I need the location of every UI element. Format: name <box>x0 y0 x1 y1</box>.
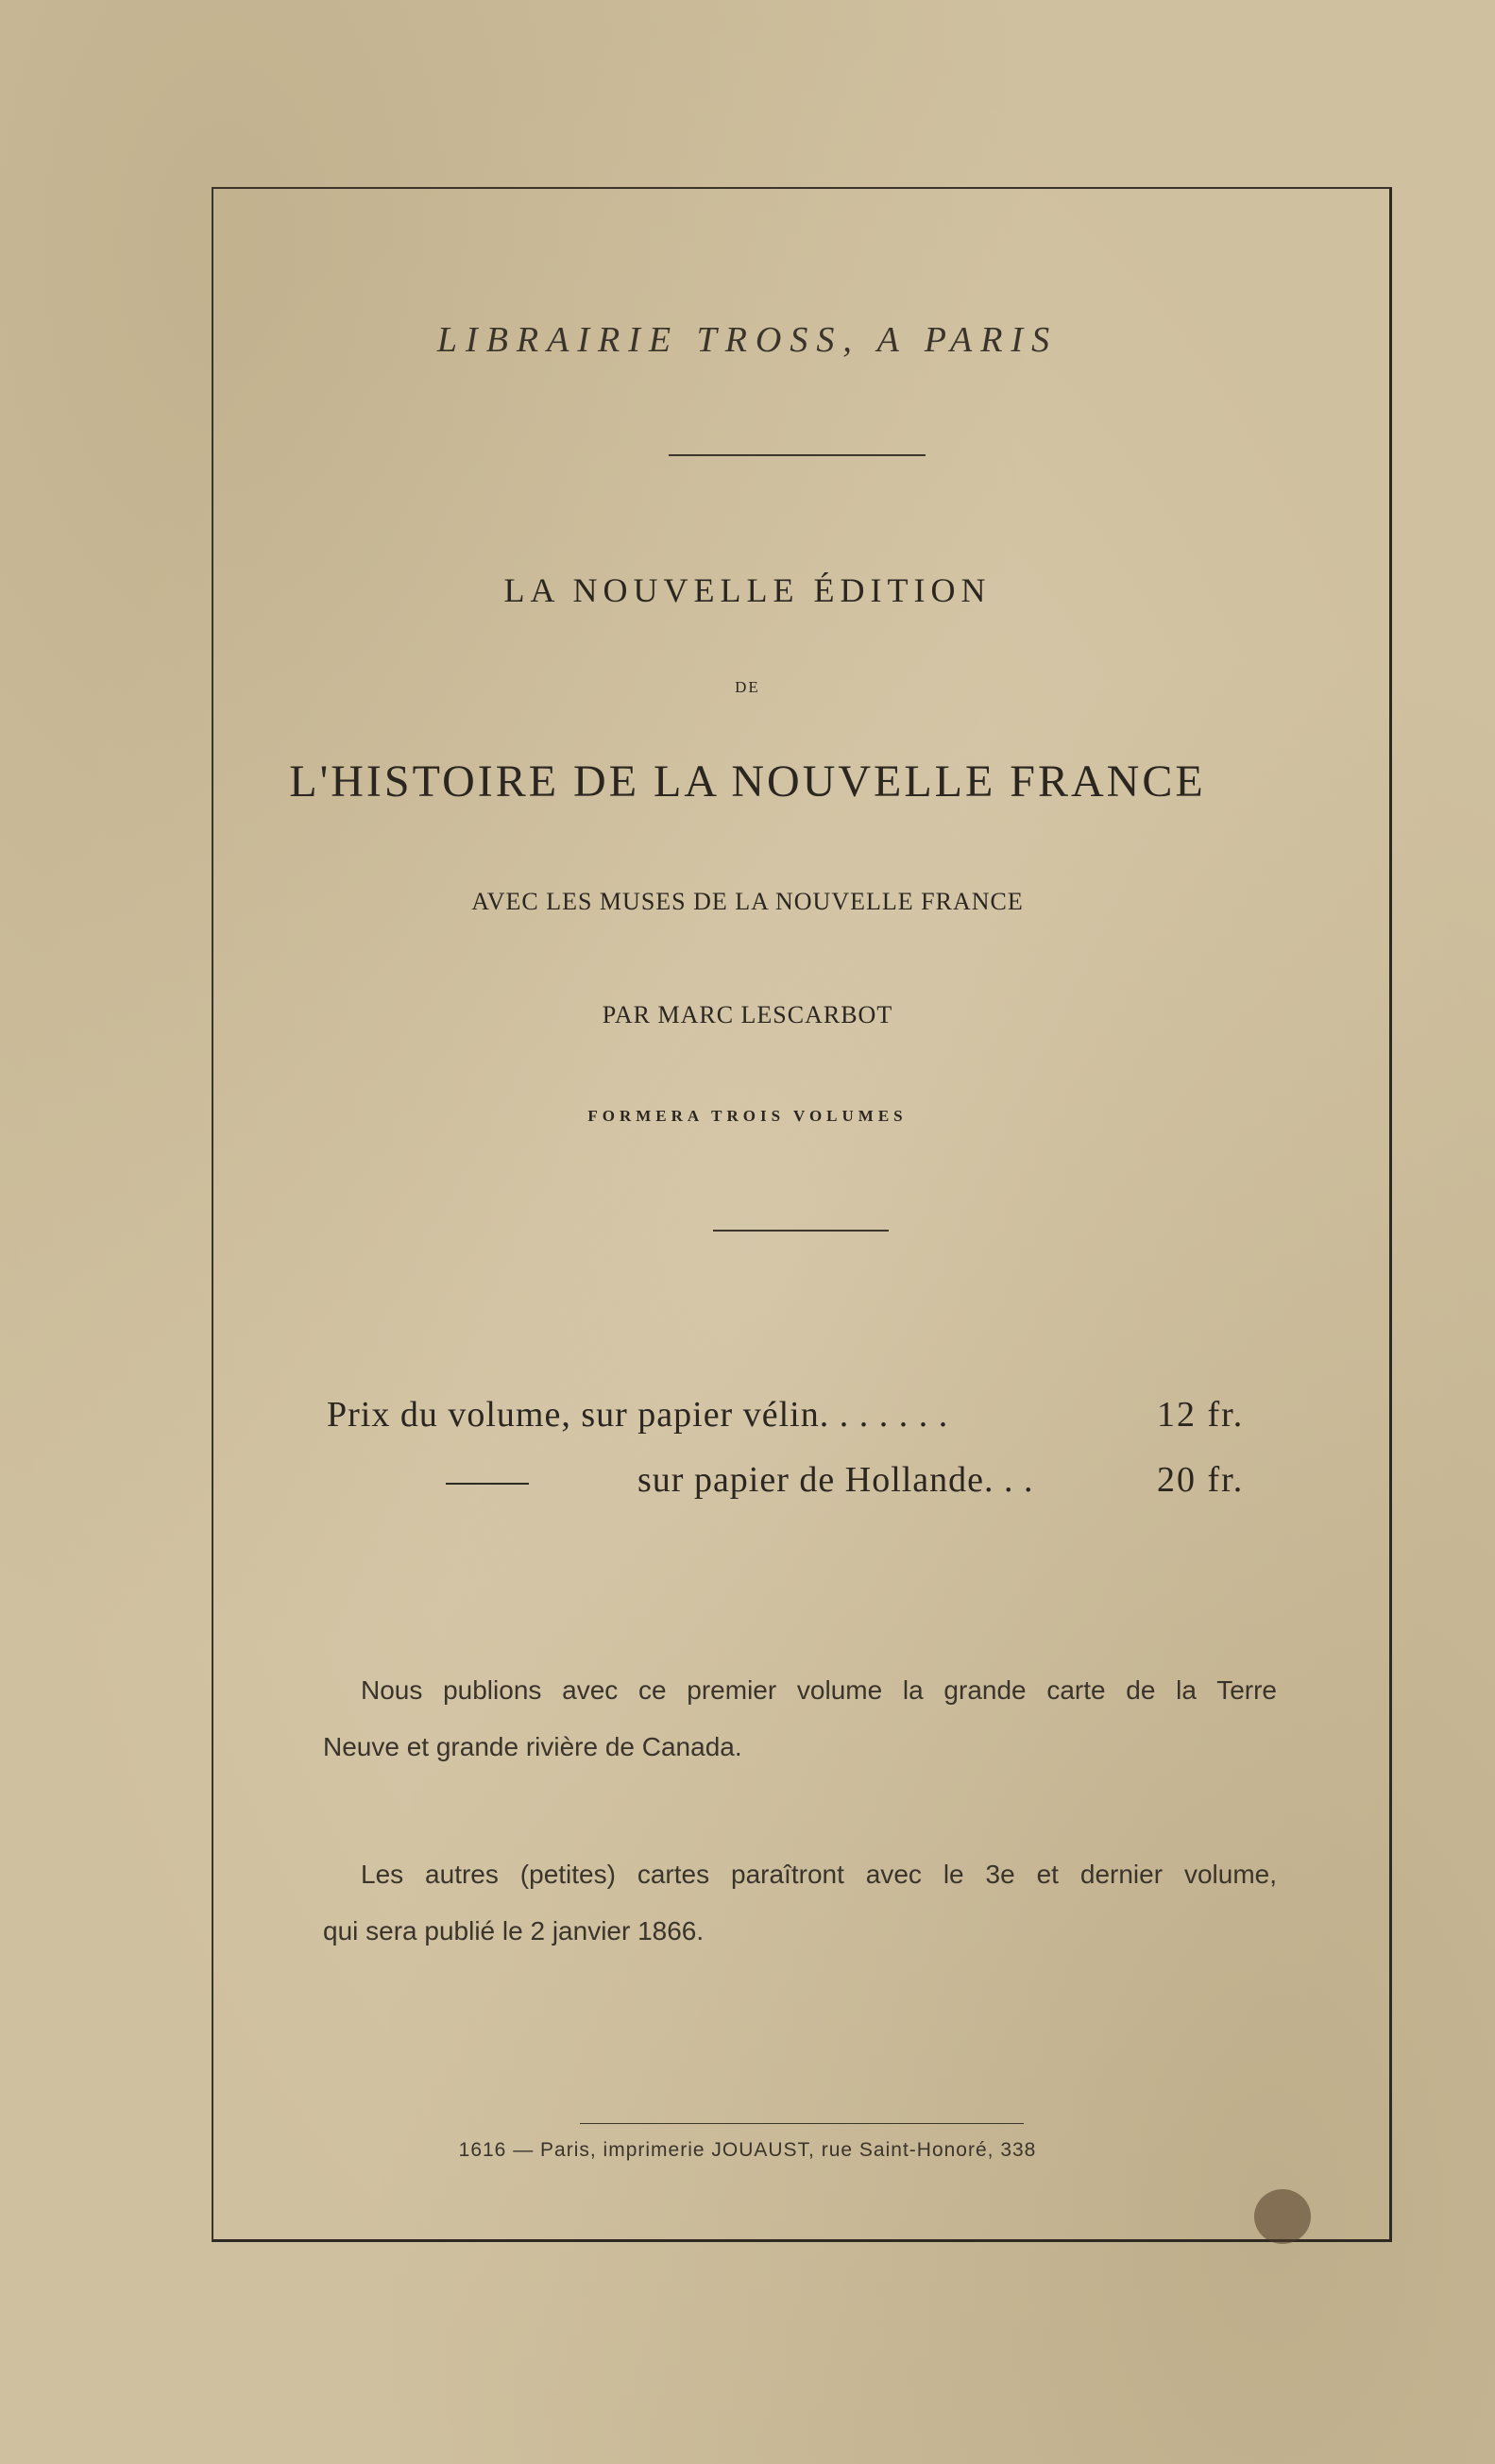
notice-2-line-2: qui sera publié le 2 janvier 1866. <box>323 1916 705 1946</box>
publisher-heading: LIBRAIRIE TROSS, A PARIS <box>436 320 1059 360</box>
notice-paragraph-2 <box>323 1846 1277 1960</box>
price-amount-hollande: 20 fr. <box>1157 1460 1245 1500</box>
notice-1-line-2: Neuve et grande rivière de Canada. <box>323 1732 742 1761</box>
de-connector: DE <box>735 678 760 696</box>
top-rule <box>669 454 926 456</box>
author-line: PAR MARC LESCARBOT <box>602 1001 893 1028</box>
main-title: L'HISTOIRE DE LA NOUVELLE FRANCE <box>289 756 1206 807</box>
notice-2-line-1: Les autres (petites) cartes paraîtront avec le 3e et dernier volume, <box>361 1860 1277 1889</box>
imprint-line: 1616 — Paris, imprimerie JOUAUST, rue Saint-Honoré, 338 <box>458 2139 1037 2161</box>
volumes-note: FORMERA TROIS VOLUMES <box>587 1107 908 1125</box>
price-line-hollande: sur papier de Hollande. . . <box>637 1460 1034 1500</box>
price-amount-velin: 12 fr. <box>1157 1395 1245 1435</box>
middle-rule <box>713 1230 889 1232</box>
ink-stain <box>1254 2189 1311 2244</box>
subtitle: AVEC LES MUSES DE LA NOUVELLE FRANCE <box>471 888 1024 915</box>
notice-paragraph-1 <box>323 1662 1277 1776</box>
edition-heading: LA NOUVELLE ÉDITION <box>503 571 992 609</box>
price-line-velin: Prix du volume, sur papier vélin. . . . . . . <box>327 1395 949 1435</box>
notice-1-line-1: Nous publions avec ce premier volume la grande carte de la Terre <box>361 1675 1277 1705</box>
imprint-rule <box>580 2123 1024 2124</box>
ditto-dash <box>446 1483 529 1485</box>
